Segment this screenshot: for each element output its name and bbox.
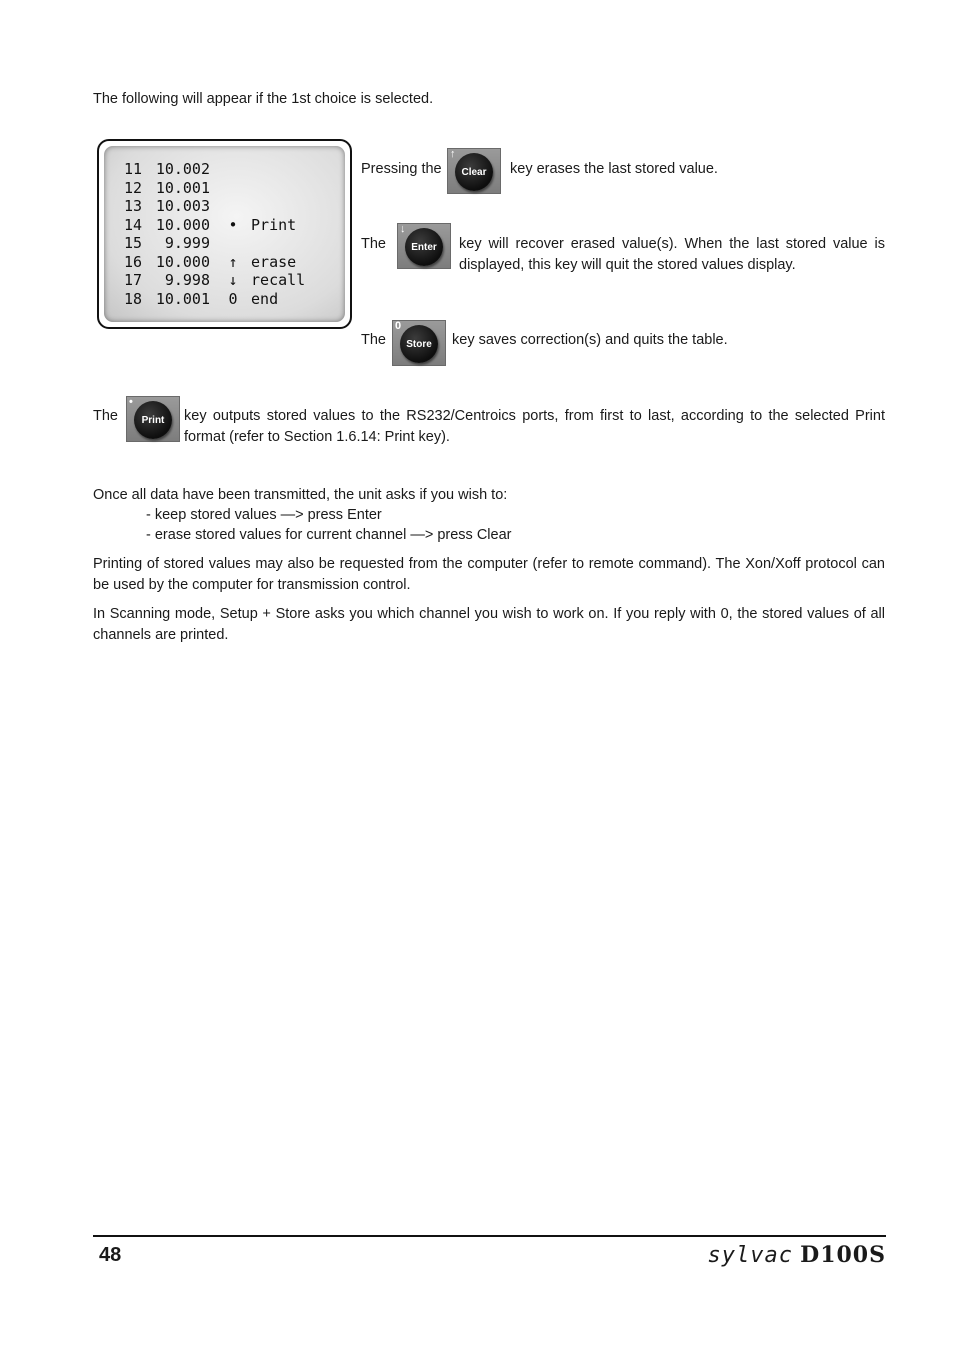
- print-description: key outputs stored values to the RS232/Centroics ports, from first to last, according to the selected Print format (refer to Section 1.6.14: Print key).: [184, 408, 885, 445]
- print-key-image: [126, 396, 180, 442]
- lcd-row: 16 10.000 ↑ erase: [124, 252, 297, 271]
- lcd-row: 11 10.002: [124, 160, 210, 178]
- paragraph-scanning: In Scanning mode, Setup + Store asks you which channel you wish to work on. If you reply with 0, the stored values of all channels are printed.: [93, 606, 885, 643]
- lcd-row: 14 10.000 • Print: [124, 215, 297, 234]
- lcd-display: [97, 139, 352, 329]
- paragraph-print: Printing of stored values may also be requested from the computer (refer to remote command). The Xon/Xoff protocol can be used by the computer for transmission control.: [93, 556, 885, 593]
- print-pre-text: The: [93, 408, 118, 424]
- lcd-row: 18 10.001 0 end: [124, 289, 279, 308]
- store-key-icon: Store: [400, 325, 438, 363]
- list-item: - keep stored values —> press Enter: [146, 507, 382, 523]
- enter-pre-text: The: [361, 236, 386, 252]
- transmission-text: Once all data have been transmitted, the unit asks if you wish to:: [93, 487, 508, 503]
- brand-logo: [708, 1242, 887, 1268]
- lcd-row: 13 10.003: [124, 197, 210, 215]
- clear-pre-text: Pressing the: [361, 161, 442, 177]
- clear-key-icon: Clear: [455, 153, 493, 191]
- lcd-row: 17 9.998 ↓ recall: [124, 271, 306, 289]
- store-description: key saves correction(s) and quits the table.: [452, 332, 728, 348]
- enter-description: key will recover erased value(s). When the last stored value is displayed, this key will quit the stored values display.: [459, 236, 885, 273]
- dot-mark-icon: •: [129, 396, 133, 408]
- brand-name: sylvac: [707, 1243, 793, 1268]
- store-pre-text: The: [361, 332, 386, 348]
- footer-divider: [93, 1235, 886, 1237]
- up-arrow-icon: ↑: [450, 148, 456, 160]
- enter-key-icon: Enter: [405, 228, 443, 266]
- page-number: 48: [99, 1244, 122, 1266]
- down-arrow-icon: ↓: [400, 223, 406, 235]
- clear-key-image: [447, 148, 501, 194]
- brand-model: D100S: [800, 1242, 886, 1268]
- store-key-image: [392, 320, 446, 366]
- list-item: - erase stored values for current channel —> press Clear: [146, 527, 512, 543]
- lcd-row: 15 9.999: [124, 234, 210, 252]
- lcd-row: 12 10.001: [124, 178, 210, 197]
- print-key-icon: Print: [134, 401, 172, 439]
- enter-key-image: [397, 223, 451, 269]
- zero-mark-icon: 0: [395, 320, 402, 332]
- lcd-screen: [104, 146, 345, 322]
- lcd-rows: [124, 160, 305, 308]
- intro-text: The following will appear if the 1st choice is selected.: [93, 91, 434, 107]
- clear-description: key erases the last stored value.: [510, 161, 718, 177]
